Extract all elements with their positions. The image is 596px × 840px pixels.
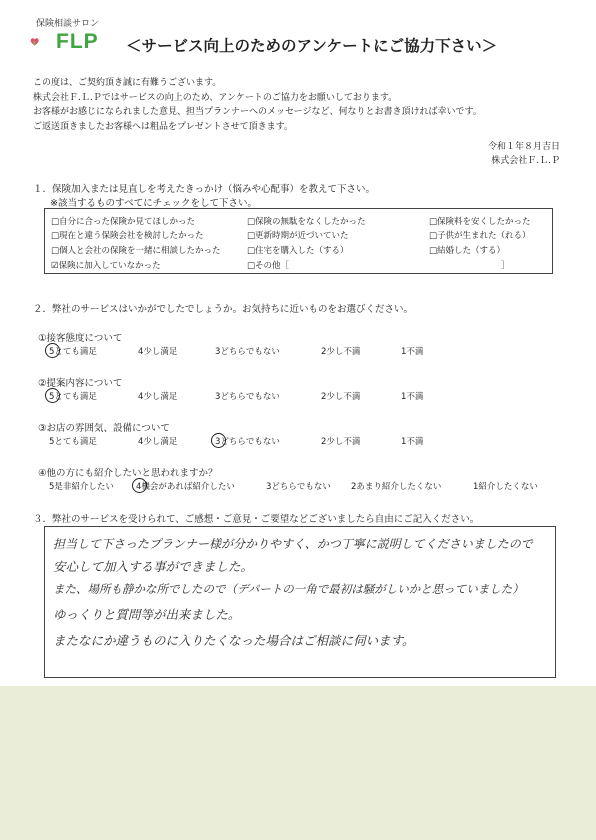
rating-option[interactable]: 3どちらでもない (215, 392, 280, 402)
rating-option[interactable]: 1紹介したくない (473, 482, 538, 492)
q1-option-checked[interactable]: ☑保険に加入していなかった (51, 261, 161, 271)
q1-option[interactable]: □個人と会社の保険を一緒に相談したかった (51, 246, 221, 256)
q1-option[interactable]: □保険料を安くしたかった (429, 217, 531, 227)
page-title: ＜サービス向上のためのアンケートにご協力下さい＞ (126, 37, 498, 55)
q1-option[interactable]: □更新時期が近づいていた (247, 231, 349, 241)
rating-option[interactable]: 5とても満足 (49, 437, 97, 447)
rating-option[interactable]: 5とても満足 (49, 347, 97, 357)
intro-text (33, 76, 482, 134)
rating-option[interactable]: 4少し満足 (138, 347, 178, 357)
handwritten-line: また、場所も静かな所でしたので（デパートの一角で最初は騒がしいかと思っていました） (53, 582, 524, 596)
q3-title: ３．弊社のサービスを受けられて、ご感想・ご意見・ご要望などございましたら自由にご記入ください。 (33, 514, 480, 525)
q1-note: ※該当するものすべてにチェックをして下さい。 (50, 198, 257, 209)
heart-logo-icon (30, 30, 56, 54)
free-comment-box[interactable] (44, 526, 556, 678)
handwritten-line: またなにか違うものに入りたくなった場合はご相談に伺います。 (53, 633, 415, 648)
rating-option[interactable]: 2あまり紹介したくない (351, 482, 442, 492)
intro-line: ご返送頂きましたお客様へは粗品をプレゼントさせて頂きます。 (33, 121, 293, 132)
q1-option[interactable]: □住宅を購入した（する） (247, 246, 349, 256)
rating-option[interactable]: 2少し不満 (321, 437, 361, 447)
q2-title: ２．弊社のサービスはいかがでしたでしょうか。お気持ちに近いものをお選びください。 (33, 304, 414, 315)
q1-option[interactable]: □その他［ (247, 261, 290, 271)
rating-option[interactable]: 1不満 (401, 437, 424, 447)
q2-sub2-label: ②提案内容について (38, 378, 123, 389)
company-name: 株式会社Ｆ.Ｌ.Ｐ (491, 156, 560, 166)
rating-option[interactable]: 5是非紹介したい (49, 482, 114, 492)
q2-sub4-label: ④他の方にも紹介したいと思われますか？ (38, 468, 218, 479)
intro-line: お客様がお感じになられました意見、担当プランナーへのメッセージなど、何なりとお書き頂ければ幸いです。 (33, 107, 482, 117)
issue-date: 令和１年８月吉日 (487, 142, 560, 152)
rating-option[interactable]: 3どちらでもない (266, 482, 331, 492)
rating-option[interactable]: 4機会があれば紹介したい (136, 482, 235, 492)
date-block (488, 140, 560, 168)
intro-line: 株式会社Ｆ.Ｌ.Ｐではサービスの向上のため、アンケートのご協力をお願いしております。 (33, 92, 398, 103)
logo-text: FLP (56, 30, 99, 53)
q1-option[interactable]: □自分に合った保険か見てほしかった (51, 217, 196, 227)
q1-option-bracket: ］ (501, 261, 510, 271)
rating-option[interactable]: 4少し満足 (138, 392, 178, 402)
rating-option[interactable]: 3どちらでもない (215, 347, 280, 357)
handwritten-line: ゆっくりと質問等が出来ました。 (53, 607, 241, 622)
rating-option[interactable]: 5とても満足 (49, 392, 97, 402)
q1-title: １．保険加入または見直しを考えたきっかけ（悩みや心配事）を教えて下さい。 (33, 184, 376, 195)
q2-sub3-label: ③お店の雰囲気、設備について (38, 423, 170, 434)
q2-sub1-label: ①接客態度について (38, 333, 123, 344)
rating-option[interactable]: 1不満 (401, 392, 424, 402)
rating-option[interactable]: 1不満 (401, 347, 424, 357)
rating-option[interactable]: 3どちらでもない (215, 437, 280, 447)
rating-option[interactable]: 4少し満足 (138, 437, 178, 447)
q1-option[interactable]: □保険の無駄をなくしたかった (247, 217, 366, 227)
intro-line: この度は、ご契約頂き誠に有難うございます。 (33, 78, 222, 88)
logo-subtitle: 保険相談サロン (36, 19, 100, 29)
q1-option[interactable]: □現在と違う保険会社を検討したかった (51, 231, 204, 241)
handwritten-line: 安心して加入する事ができました。 (53, 559, 254, 574)
rating-option[interactable]: 2少し不満 (321, 392, 361, 402)
q1-option[interactable]: □結婚した（する） (429, 246, 506, 256)
rating-option[interactable]: 2少し不満 (321, 347, 361, 357)
q1-option[interactable]: □子供が生まれた（れる） (429, 231, 531, 241)
q1-options-box (44, 208, 553, 274)
handwritten-line: 担当して下さったプランナー様が分かりやすく、かつ丁寧に説明してくださいましたので (53, 537, 533, 551)
